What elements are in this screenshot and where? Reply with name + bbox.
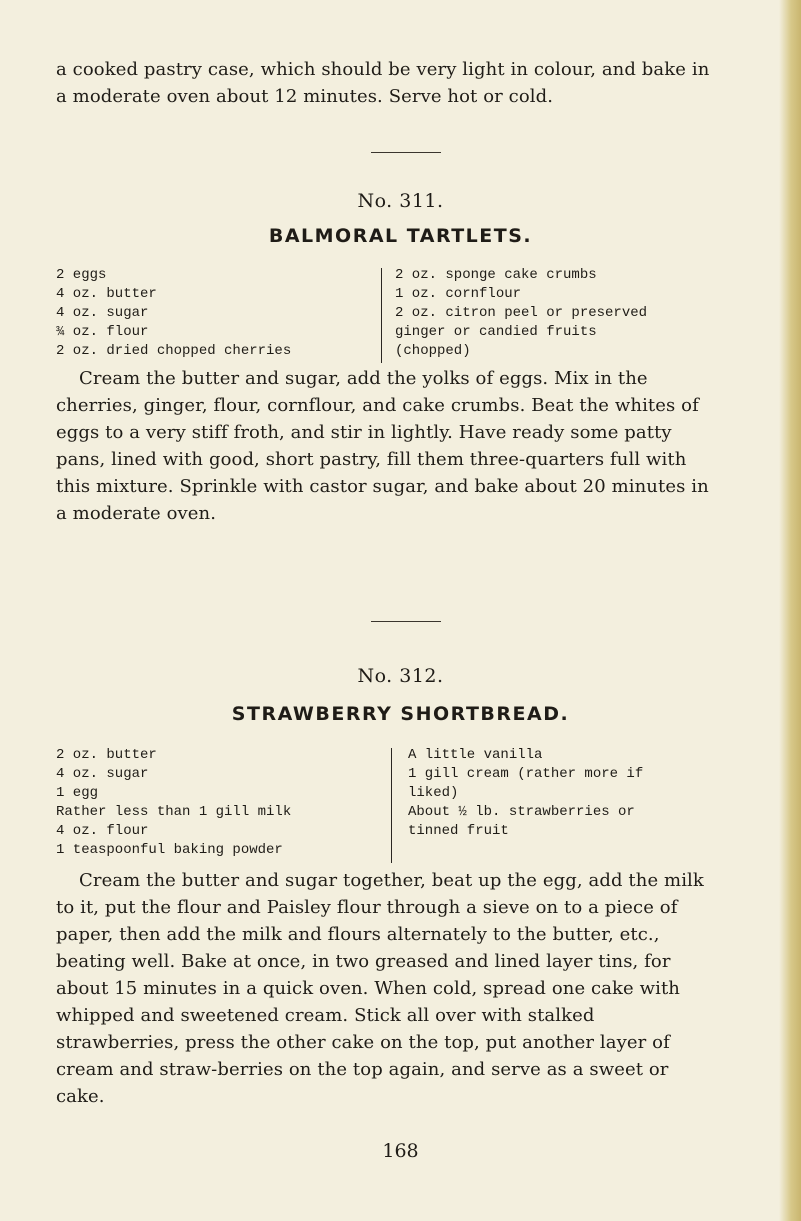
ingredient: A little vanilla [408, 747, 543, 763]
ingredients-divider [391, 748, 392, 863]
recipe-title: BALMORAL TARTLETS. [268, 225, 533, 247]
ingredient: 2 oz. dried chopped cherries [56, 343, 292, 359]
ingredient: liked) [408, 785, 459, 801]
ingredients-left [56, 266, 376, 361]
ingredients-left [56, 746, 376, 860]
page-edge [779, 0, 801, 1221]
ingredients-right [408, 746, 728, 841]
ingredient: 1 oz. cornflour [395, 286, 522, 302]
ingredient: 4 oz. sugar [56, 766, 149, 782]
page-number: 168 [382, 1140, 419, 1162]
ingredient: tinned fruit [408, 823, 509, 839]
ingredient: 4 oz. flour [56, 823, 149, 839]
ingredient: ¾ oz. flour [56, 324, 149, 340]
ingredient: (chopped) [395, 343, 471, 359]
ingredient: 2 oz. butter [56, 747, 157, 763]
recipe-title: STRAWBERRY SHORTBREAD. [231, 703, 570, 725]
intro-paragraph: a cooked pastry case, which should be very light in colour, and bake in a moderate oven about 12 minutes. Serve hot or cold. [56, 59, 710, 107]
ingredients-right [395, 266, 725, 361]
ingredient: ginger or candied fruits [395, 324, 597, 340]
ingredient: 1 teaspoonful baking powder [56, 842, 283, 858]
recipe-number: No. 312. [357, 665, 444, 687]
ingredient: 4 oz. sugar [56, 305, 149, 321]
ingredient: 2 oz. citron peel or preserved [395, 305, 648, 321]
ingredient: 1 egg [56, 785, 99, 801]
section-divider [371, 152, 441, 153]
ingredient: About ½ lb. strawberries or [408, 804, 635, 820]
ingredients-divider [381, 268, 382, 363]
ingredient: 1 gill cream (rather more if [408, 766, 644, 782]
section-divider [371, 621, 441, 622]
ingredient: 2 oz. sponge cake crumbs [395, 267, 597, 283]
ingredient: 4 oz. butter [56, 286, 157, 302]
recipe-method: Cream the butter and sugar together, beat up the egg, add the milk to it, put the flour and Paisley flour through a sieve on to a piece of paper, then add the milk and flours alternately to the butter, etc., beating well. Bake at once, in two greased and lined layer tins, for about 15 minutes in a quick oven. When cold, spread one cake with whipped and sweetened cream. Stick all over with stalked strawberries, press the other cake on the top, put another layer of cream and straw-berries on the top again, and serve as a sweet or cake. [56, 870, 704, 1107]
recipe-number: No. 311. [357, 190, 444, 212]
ingredient: 2 eggs [56, 267, 107, 283]
recipe-method: Cream the butter and sugar, add the yolks of eggs. Mix in the cherries, ginger, flour, cornflour, and cake crumbs. Beat the whites of eggs to a very stiff froth, and stir in lightly. Have ready some patty pans, lined with good, short pastry, fill them three-quarters full with this mixture. Sprinkle with castor sugar, and bake about 20 minutes in a moderate oven. [56, 368, 709, 524]
ingredient: Rather less than 1 gill milk [56, 804, 292, 820]
